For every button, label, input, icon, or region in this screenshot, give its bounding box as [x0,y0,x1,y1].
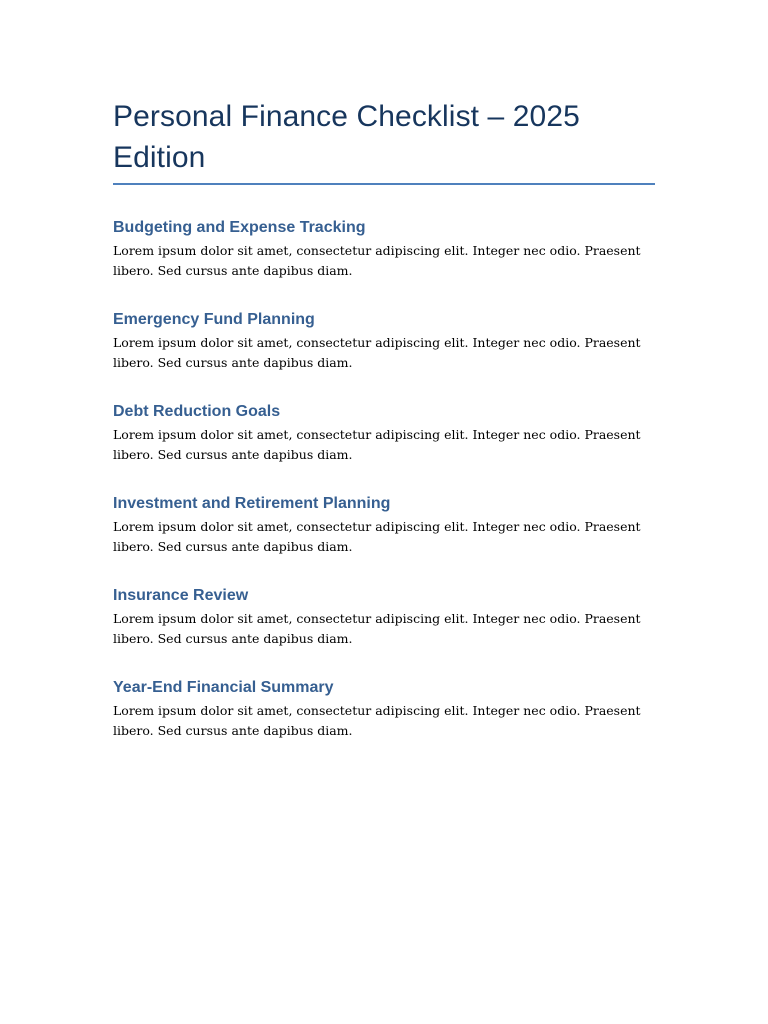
section-year-end-summary [113,677,655,740]
section-emergency-fund [113,309,655,372]
section-heading: Budgeting and Expense Tracking [113,219,366,236]
section-body: Lorem ipsum dolor sit amet, consectetur adipiscing elit. Integer nec odio. Praesent libero. Sed cursus ante dapibus diam. [113,335,641,370]
section-budgeting [113,217,655,280]
section-debt-reduction [113,401,655,464]
section-body: Lorem ipsum dolor sit amet, consectetur adipiscing elit. Integer nec odio. Praesent libero. Sed cursus ante dapibus diam. [113,427,641,462]
section-heading: Debt Reduction Goals [113,403,281,420]
section-heading: Insurance Review [113,587,249,604]
section-heading: Investment and Retirement Planning [113,495,391,512]
section-insurance-review [113,585,655,648]
document-title: Personal Finance Checklist – 2025 Edition [113,100,580,174]
document-page [113,96,655,769]
title-underline-rule [113,183,655,185]
section-heading: Year-End Financial Summary [113,679,334,696]
section-heading: Emergency Fund Planning [113,311,315,328]
sections-list [113,217,655,740]
section-body: Lorem ipsum dolor sit amet, consectetur adipiscing elit. Integer nec odio. Praesent libero. Sed cursus ante dapibus diam. [113,243,641,278]
section-body: Lorem ipsum dolor sit amet, consectetur adipiscing elit. Integer nec odio. Praesent libero. Sed cursus ante dapibus diam. [113,611,641,646]
section-body: Lorem ipsum dolor sit amet, consectetur adipiscing elit. Integer nec odio. Praesent libero. Sed cursus ante dapibus diam. [113,703,641,738]
section-investment-retirement [113,493,655,556]
section-body: Lorem ipsum dolor sit amet, consectetur adipiscing elit. Integer nec odio. Praesent libero. Sed cursus ante dapibus diam. [113,519,641,554]
